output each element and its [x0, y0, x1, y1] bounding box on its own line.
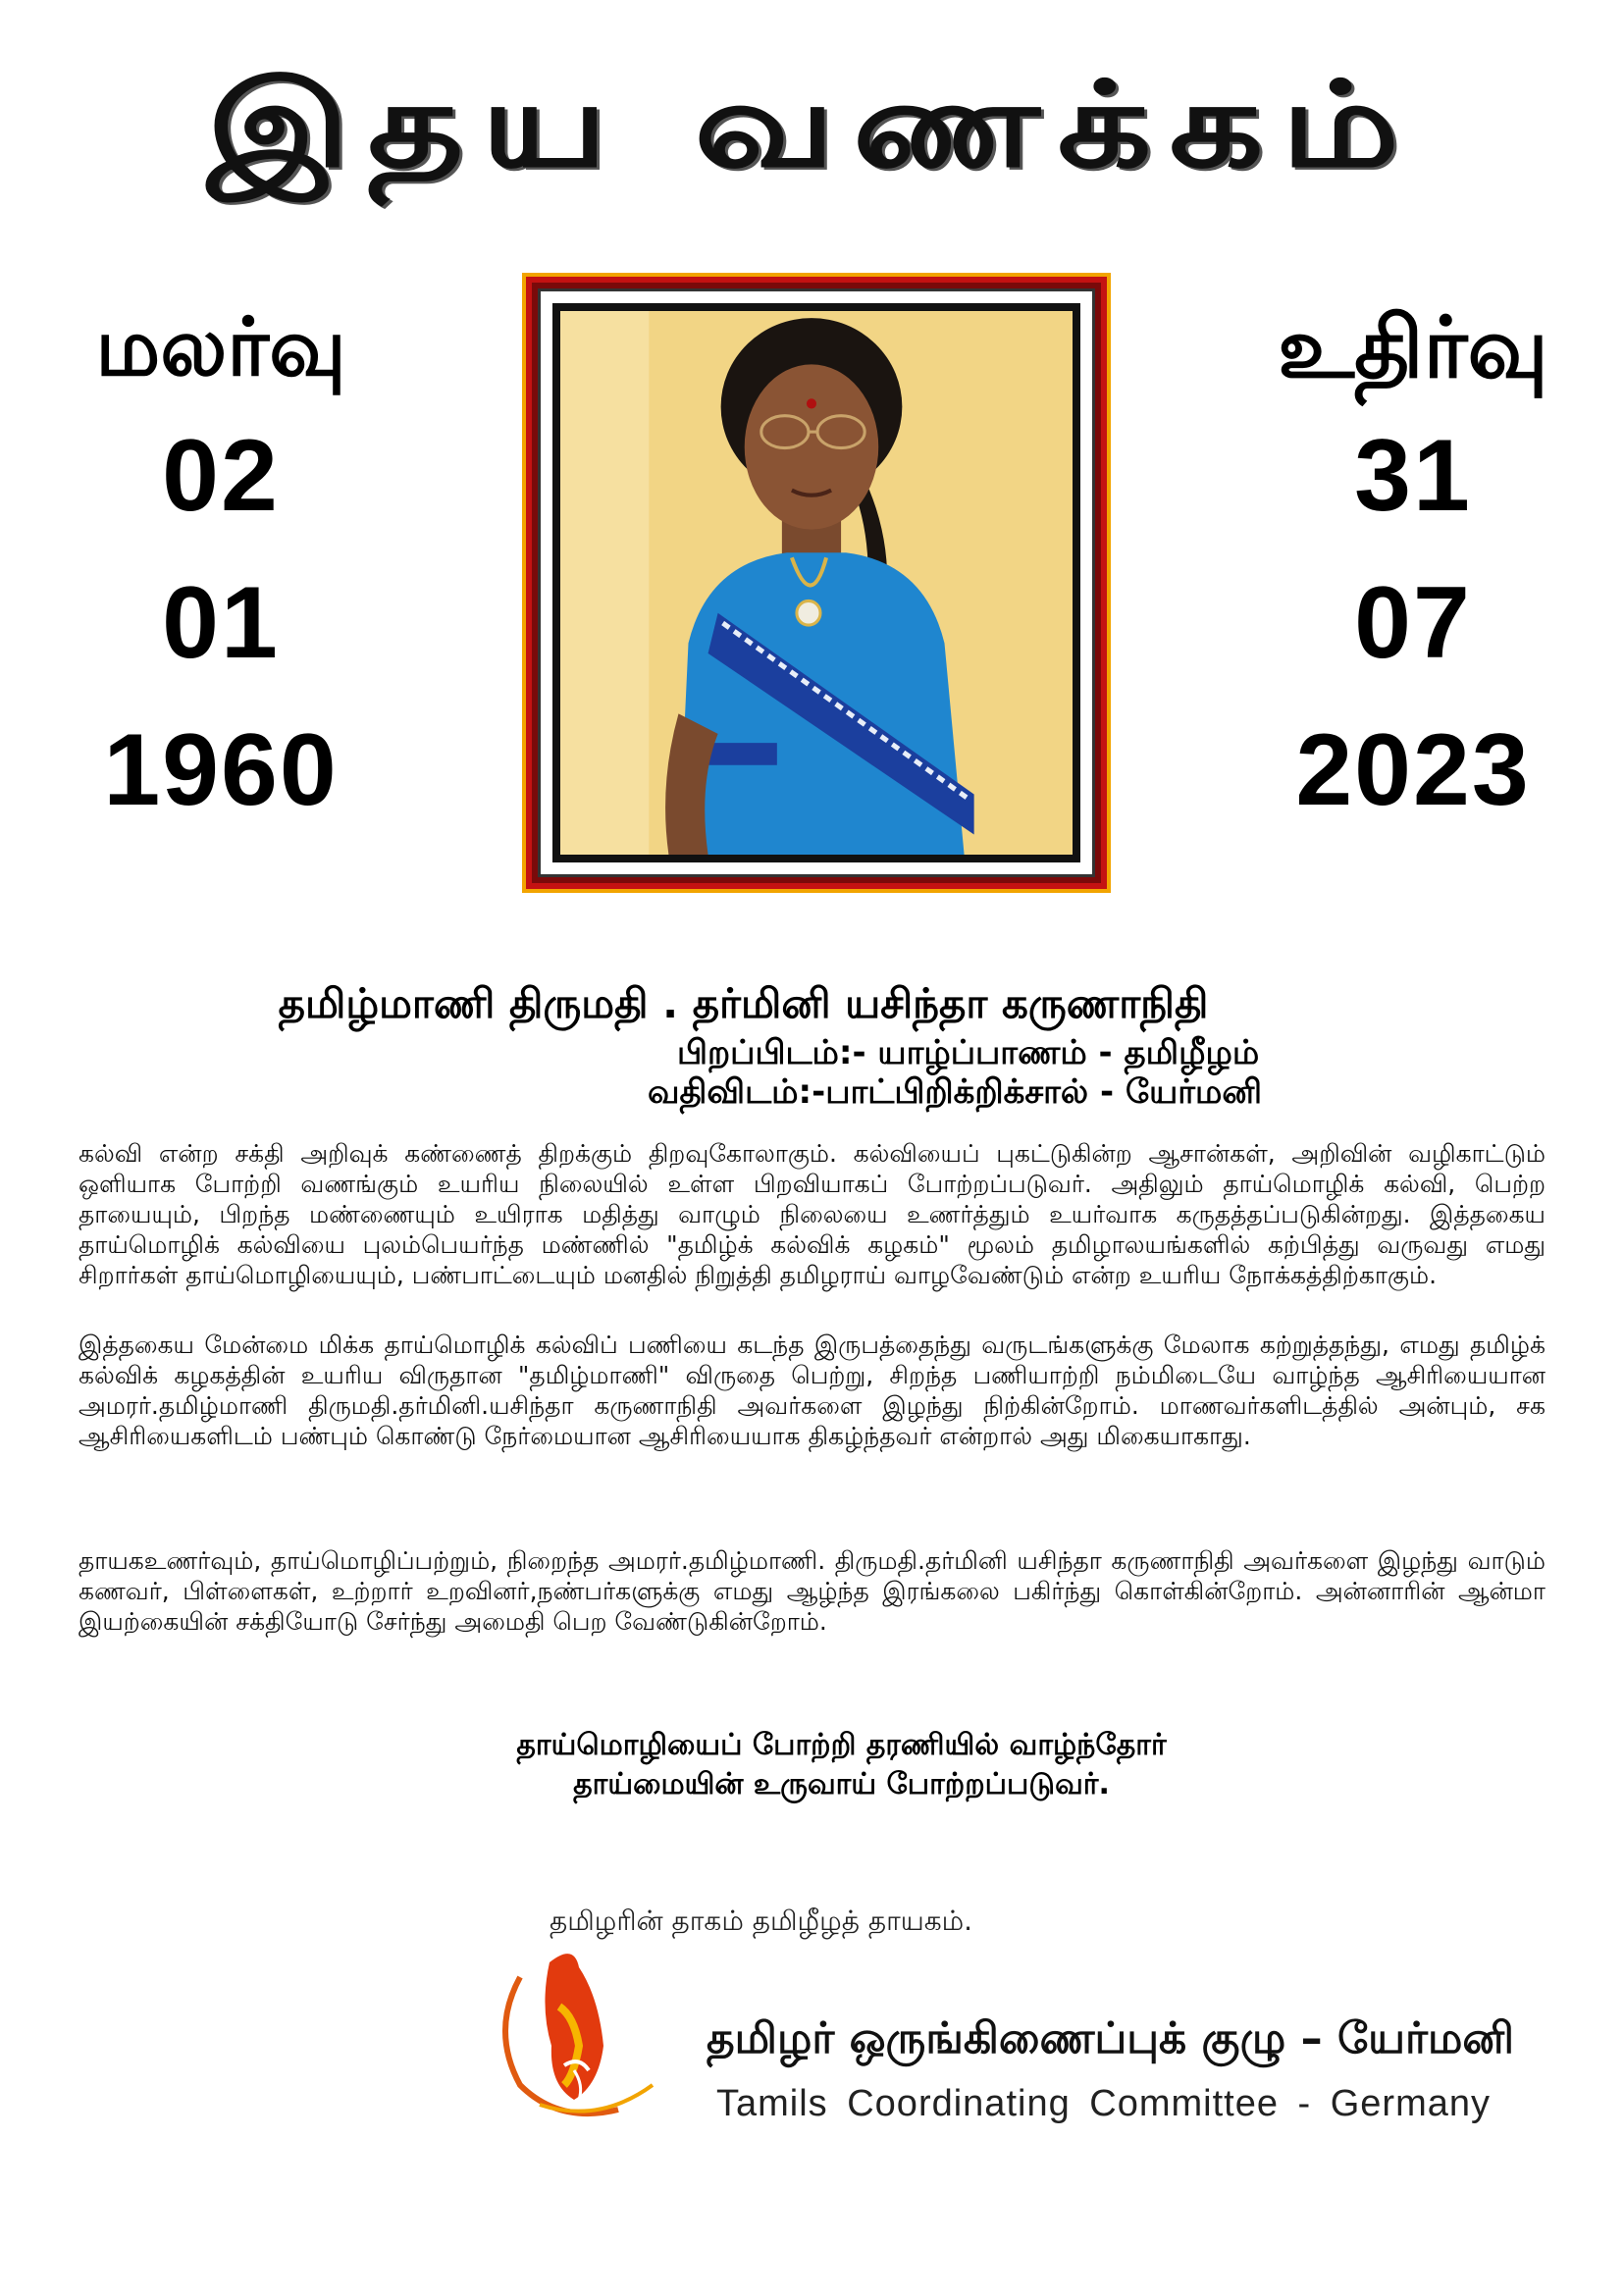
slogan-text: தமிழரின் தாகம் தமிழீழத் தாயகம்.	[550, 1905, 973, 1937]
birth-label: மலர்வு	[95, 301, 346, 394]
birth-month: 01	[162, 566, 280, 680]
birth-year: 1960	[103, 713, 339, 827]
death-year: 2023	[1295, 713, 1531, 827]
death-day: 31	[1354, 419, 1472, 533]
portrait-frame	[522, 273, 1111, 893]
birth-date-column	[39, 294, 402, 844]
birthplace-text: பிறப்பிடம்:- யாழ்ப்பாணம் - தமிழீழம்	[677, 1033, 1260, 1072]
page-title: இதய வணக்கம்	[206, 55, 1418, 194]
tribute-paragraph: தாயகஉணர்வும், தாய்மொழிப்பற்றும், நிறைந்த அமரர்.தமிழ்மாணி. திருமதி.தர்மினி யசிந்தா கருணாநிதி அவர்களை இழந்து வாடும் கணவர், பிள்ளைகள், உற்றார் உறவினர்,நண்பர்களுக்கு எமது ஆழ்ந்த இரங்கலை பகிர்ந்து கொள்கின்றோம். அன்னாரின் ஆன்மா இயற்கையின் சக்தியோடு சேர்ந்து அமைதி பெற வேண்டுகின்றோம்.	[79, 1546, 1545, 1636]
tamil-eelam-map-emblem-icon	[481, 1938, 677, 2124]
organization-name-english: Tamils Coordinating Committee - Germany	[716, 2083, 1492, 2124]
death-date-column	[1231, 294, 1595, 844]
tribute-paragraph: இத்தகைய மேன்மை மிக்க தாய்மொழிக் கல்விப் பணியை கடந்த இருபத்தைந்து வருடங்களுக்கு மேலாக கற்றுத்தந்து, எமது தமிழ்க் கல்விக் கழகத்தின் உயரிய விருதான "தமிழ்மாணி" விருதை பெற்று, சிறந்த பணியாற்றி நம்மிடையே வாழ்ந்த ஆசிரியையான அமரர்.தமிழ்மாணி திருமதி.தர்மினி.யசிந்தா கருணாநிதி அவர்களை இழந்து நிற்கின்றோம். மாணவர்களிடத்தில் அன்பும், சக ஆசிரியைகளிடம் பண்பும் கொண்டு நேர்மையான ஆசிரியையாக திகழ்ந்தவர் என்றால் அது மிகையாகாது.	[79, 1331, 1545, 1450]
portrait-photo	[560, 311, 1073, 855]
closing-quote-line: தாய்மொழியைப் போற்றி தரணியில் வாழ்ந்தோர்	[516, 1728, 1167, 1762]
death-label: உதிர்வு	[1278, 299, 1548, 397]
death-month: 07	[1354, 566, 1472, 680]
organization-name-tamil: தமிழர் ஒருங்கிணைப்புக் குழு – யேர்மனி	[707, 2013, 1514, 2063]
tribute-paragraph: கல்வி என்ற சக்தி அறிவுக் கண்ணைத் திறக்கும் திறவுகோலாகும். கல்வியைப் புகட்டுகின்ற ஆசான்கள், அறிவின் வழிகாட்டும் ஒளியாக போற்றி வணங்கும் உயரிய நிலையில் உள்ள பிறவியாகப் போற்றப்படுவர். அதிலும் தாய்மொழிக் கல்வி, பெற்ற தாயையும், பிறந்த மண்ணையும் உயிராக மதித்து வாழும் நிலையை உணர்த்தும் உயர்வாக கருதத்தப்படுகின்றது. இத்தகைய தாய்மொழிக் கல்வியை புலம்பெயர்ந்த மண்ணில் "தமிழ்க் கல்விக் கழகம்" மூலம் தமிழாலயங்களில் கற்பித்து வருவது எமது சிறார்கள் தாய்மொழியையும், பண்பாட்டையும் மனதில் நிறுத்தி தமிழராய் வாழவேண்டும் என்ற உயரிய நோக்கத்திற்காகும்.	[79, 1139, 1545, 1289]
closing-quote-line: தாய்மையின் உருவாய் போற்றப்படுவர்.	[573, 1767, 1110, 1801]
residence-text: வதிவிடம்:-பாட்பிறிக்றிக்சால் - யேர்மனி	[648, 1072, 1263, 1112]
deceased-name: தமிழ்மாணி திருமதி . தர்மினி யசிந்தா கருணாநிதி	[278, 979, 1209, 1027]
birth-day: 02	[162, 419, 280, 533]
